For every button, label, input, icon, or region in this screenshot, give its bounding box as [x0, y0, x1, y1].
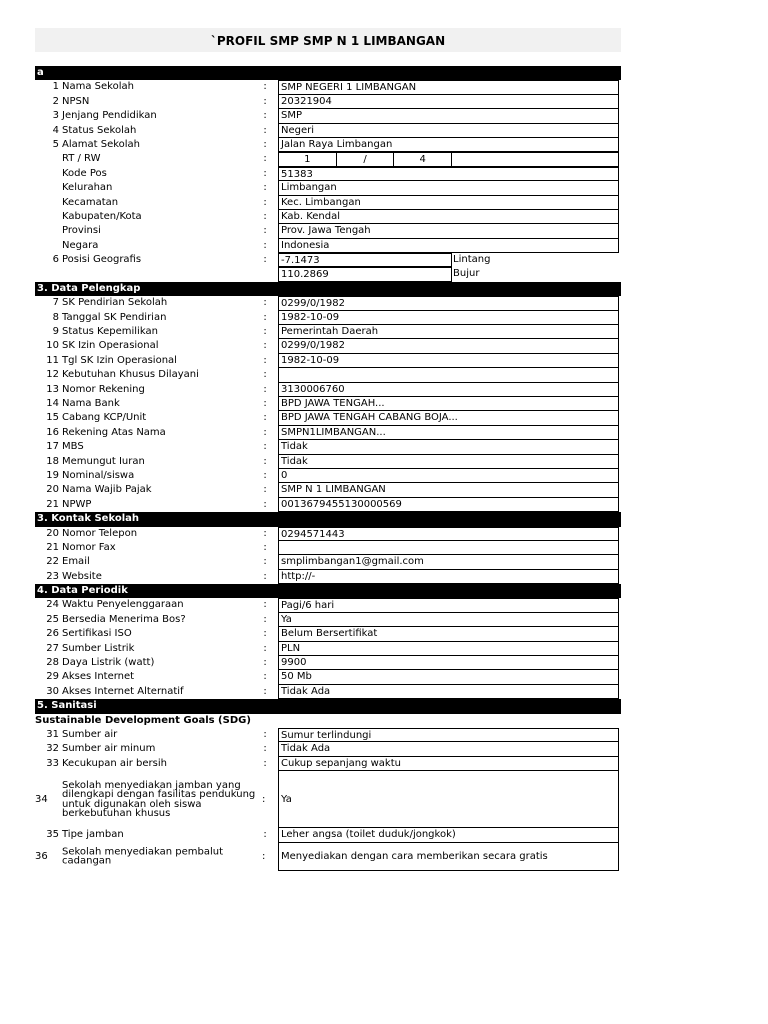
colon: :: [263, 167, 267, 179]
row-number: 8: [52, 311, 59, 323]
colon: :: [263, 570, 267, 582]
section-header-sanitasi: 5. Sanitasi: [35, 699, 621, 713]
field-row: [35, 181, 621, 195]
field-value: Ya: [278, 771, 619, 828]
field-row: [35, 757, 621, 771]
rtrw-row: [35, 152, 621, 166]
field-label: Sertifikasi ISO: [62, 628, 132, 640]
colon: :: [263, 599, 267, 611]
field-row: [35, 196, 621, 210]
field-row: [35, 670, 621, 684]
field-label: SK Izin Operasional: [62, 340, 159, 352]
field-row: [35, 843, 621, 871]
field-row: [35, 483, 621, 497]
colon: :: [263, 613, 267, 625]
row-number: 20: [46, 484, 59, 496]
field-value: Kec. Limbangan: [278, 196, 619, 210]
colon: :: [263, 441, 267, 453]
field-label: Rekening Atas Nama: [62, 426, 166, 438]
row-number: 30: [46, 685, 59, 697]
row-number: 15: [46, 412, 59, 424]
colon: :: [263, 153, 267, 165]
row-number: 29: [46, 671, 59, 683]
field-value: SMPN1LIMBANGAN...: [278, 426, 619, 440]
field-value: Tidak Ada: [278, 742, 619, 756]
field-value: 0013679455130000569: [278, 498, 619, 512]
colon: :: [263, 829, 267, 841]
field-row: [35, 109, 621, 123]
field-row: [35, 95, 621, 109]
row-number: 21: [46, 498, 59, 510]
field-row: [35, 80, 621, 94]
field-label: Daya Listrik (watt): [62, 657, 155, 669]
field-label: Alamat Sekolah: [62, 138, 141, 150]
field-label: Nama Wajib Pajak: [62, 484, 152, 496]
profile-sheet: [35, 28, 621, 871]
field-label: Sekolah menyediakan jamban yang dilengkapi dengan fasilitas pendukung untuk digunakan oleh siswa berkebutuhan khusus: [62, 779, 256, 820]
row-number: 27: [46, 642, 59, 654]
field-label: Tanggal SK Pendirian: [62, 311, 167, 323]
field-row: [35, 555, 621, 569]
colon: :: [262, 794, 266, 806]
geo-lon-row: [35, 267, 621, 281]
field-row: [35, 455, 621, 469]
section-header-periodik: 4. Data Periodik: [35, 584, 621, 598]
field-label: Cabang KCP/Unit: [62, 412, 147, 424]
field-value: Negeri: [278, 124, 619, 138]
field-label: Kecukupan air bersih: [62, 757, 167, 769]
field-label: Sumber Listrik: [62, 642, 135, 654]
colon: :: [263, 685, 267, 697]
colon: :: [263, 239, 267, 251]
row-number: 19: [46, 469, 59, 481]
field-value: Belum Bersertifikat: [278, 627, 619, 641]
section-header-pelengkap: 3. Data Pelengkap: [35, 282, 621, 296]
colon: :: [263, 657, 267, 669]
field-value: PLN: [278, 642, 619, 656]
field-row: [35, 440, 621, 454]
field-value: Cukup sepanjang waktu: [278, 757, 619, 771]
field-row: [35, 570, 621, 584]
field-value: BPD JAWA TENGAH...: [278, 397, 619, 411]
colon: :: [263, 311, 267, 323]
row-number: 12: [46, 369, 59, 381]
colon: :: [263, 728, 267, 740]
field-value: SMP NEGERI 1 LIMBANGAN: [278, 80, 619, 94]
field-row: [35, 397, 621, 411]
rtrw-cells: [278, 152, 452, 166]
field-label: Nomor Telepon: [62, 527, 138, 539]
field-value: Indonesia: [278, 239, 619, 253]
field-value: 0299/0/1982: [278, 296, 619, 310]
row-number: 2: [52, 95, 59, 107]
field-value: 0: [278, 469, 619, 483]
colon: :: [263, 326, 267, 338]
field-label: Sekolah menyediakan pembalut cadangan: [62, 846, 224, 867]
field-label: Status Sekolah: [62, 124, 137, 136]
row-number: 32: [46, 743, 59, 755]
field-row: [35, 167, 621, 181]
field-label: Akses Internet: [62, 671, 135, 683]
field-value: 9900: [278, 656, 619, 670]
row-number: 14: [46, 397, 59, 409]
row-number: 5: [52, 138, 59, 150]
field-value: 0294571443: [278, 527, 619, 541]
field-value: Tidak: [278, 455, 619, 469]
field-row: [35, 685, 621, 699]
colon: :: [263, 138, 267, 150]
row-number: 13: [46, 383, 59, 395]
rtrw-extra-cell: [452, 152, 619, 166]
section-header-a: a: [35, 66, 621, 80]
field-value: 1982-10-09: [278, 354, 619, 368]
field-label: NPSN: [62, 95, 90, 107]
colon: :: [263, 541, 267, 553]
field-row: [35, 498, 621, 512]
field-row: [35, 541, 621, 555]
colon: :: [263, 455, 267, 467]
row-number: 21: [46, 541, 59, 553]
colon: :: [263, 340, 267, 352]
field-value: 51383: [278, 167, 619, 181]
field-value: Menyediakan dengan cara memberikan secara gratis: [278, 843, 619, 871]
field-value: BPD JAWA TENGAH CABANG BOJA...: [278, 411, 619, 425]
field-row: [35, 339, 621, 353]
row-number: 1: [52, 81, 59, 93]
field-value: 20321904: [278, 95, 619, 109]
row-number: 35: [46, 829, 59, 841]
row-number: 6: [52, 254, 59, 266]
field-row: [35, 296, 621, 310]
row-number: 28: [46, 657, 59, 669]
colon: :: [263, 95, 267, 107]
field-label: Kecamatan: [62, 196, 119, 208]
longitude-value: 110.2869: [278, 267, 452, 281]
field-label: Tipe jamban: [62, 829, 124, 841]
field-value: Kab. Kendal: [278, 210, 619, 224]
field-row: [35, 469, 621, 483]
field-row: [35, 426, 621, 440]
field-row: [35, 771, 621, 828]
row-number: 23: [46, 570, 59, 582]
field-label: Nama Bank: [62, 397, 120, 409]
row-number: 25: [46, 613, 59, 625]
latitude-unit: Lintang: [453, 254, 491, 266]
row-number: 22: [46, 556, 59, 568]
field-label: Kelurahan: [62, 182, 113, 194]
row-number: 9: [52, 326, 59, 338]
field-row: [35, 239, 621, 253]
colon: :: [263, 397, 267, 409]
colon: :: [263, 642, 267, 654]
geo-lat-row: [35, 253, 621, 267]
colon: :: [263, 426, 267, 438]
colon: :: [263, 182, 267, 194]
field-value: [278, 541, 619, 555]
field-label: Sumber air: [62, 728, 118, 740]
field-label: Provinsi: [62, 225, 101, 237]
field-value: http://-: [278, 570, 619, 584]
row-number: 31: [46, 728, 59, 740]
field-label: Website: [62, 570, 102, 582]
field-label: Email: [62, 556, 90, 568]
field-value: SMP N 1 LIMBANGAN: [278, 483, 619, 497]
colon: :: [263, 297, 267, 309]
field-value: 50 Mb: [278, 670, 619, 684]
field-label: Waktu Penyelenggaraan: [62, 599, 184, 611]
field-row: [35, 354, 621, 368]
field-row: [35, 210, 621, 224]
longitude-unit: Bujur: [453, 268, 480, 280]
colon: :: [263, 124, 267, 136]
field-value: [278, 368, 619, 382]
colon: :: [263, 196, 267, 208]
colon: :: [263, 671, 267, 683]
rtrw-separator: /: [337, 152, 395, 166]
field-row: [35, 224, 621, 238]
field-label: Nomor Fax: [62, 541, 116, 553]
field-value: Tidak Ada: [278, 685, 619, 699]
field-label: Akses Internet Alternatif: [62, 685, 184, 697]
sdg-subheader: Sustainable Development Goals (SDG): [35, 714, 251, 726]
field-row: [35, 325, 621, 339]
row-number: 34: [35, 794, 48, 806]
field-label: Nama Sekolah: [62, 81, 134, 93]
field-label: Memungut Iuran: [62, 455, 145, 467]
colon: :: [263, 81, 267, 93]
field-value: Prov. Jawa Tengah: [278, 224, 619, 238]
field-value: Jalan Raya Limbangan: [278, 138, 619, 152]
row-number: 10: [46, 340, 59, 352]
colon: :: [263, 484, 267, 496]
field-value: Limbangan: [278, 181, 619, 195]
row-number: 4: [52, 124, 59, 136]
field-label: NPWP: [62, 498, 92, 510]
colon: :: [263, 254, 267, 266]
field-value: Pagi/6 hari: [278, 598, 619, 612]
row-number: 16: [46, 426, 59, 438]
field-row: [35, 627, 621, 641]
row-number: 17: [46, 441, 59, 453]
geo-label: Posisi Geografis: [62, 254, 142, 266]
field-row: [35, 527, 621, 541]
field-value: Leher angsa (toilet duduk/jongkok): [278, 828, 619, 842]
latitude-value: -7.1473: [278, 253, 452, 267]
section-header-kontak: 3. Kontak Sekolah: [35, 512, 621, 526]
field-row: [35, 642, 621, 656]
field-row: [35, 828, 621, 842]
field-value: smplimbangan1@gmail.com: [278, 555, 619, 569]
colon: :: [263, 210, 267, 222]
field-value: 3130006760: [278, 383, 619, 397]
field-row: [35, 383, 621, 397]
field-row: [35, 311, 621, 325]
colon: :: [263, 556, 267, 568]
field-label: Bersedia Menerima Bos?: [62, 613, 186, 625]
field-label: Nominal/siswa: [62, 469, 135, 481]
row-number: 36: [35, 851, 48, 863]
colon: :: [263, 369, 267, 381]
colon: :: [263, 527, 267, 539]
field-row: [35, 124, 621, 138]
colon: :: [263, 354, 267, 366]
row-number: 24: [46, 599, 59, 611]
field-label: Kabupaten/Kota: [62, 210, 142, 222]
field-row: [35, 411, 621, 425]
field-row: [35, 613, 621, 627]
field-value: 1982-10-09: [278, 311, 619, 325]
colon: :: [262, 851, 266, 863]
field-value: Tidak: [278, 440, 619, 454]
colon: :: [263, 743, 267, 755]
row-number: 7: [52, 297, 59, 309]
field-row: [35, 368, 621, 382]
field-row: [35, 728, 621, 742]
colon: :: [263, 383, 267, 395]
field-label: MBS: [62, 441, 84, 453]
field-value: Pemerintah Daerah: [278, 325, 619, 339]
field-value: SMP: [278, 109, 619, 123]
field-row: [35, 742, 621, 756]
row-number: 26: [46, 628, 59, 640]
colon: :: [263, 628, 267, 640]
row-number: 11: [46, 354, 59, 366]
field-value: Sumur terlindungi: [278, 728, 619, 742]
field-row: [35, 598, 621, 612]
page-title: `PROFIL SMP SMP N 1 LIMBANGAN: [35, 28, 621, 52]
row-number: 3: [52, 110, 59, 122]
field-label: Tgl SK Izin Operasional: [62, 354, 177, 366]
rt-value: 1: [278, 152, 337, 166]
rtrw-label: RT / RW: [62, 153, 101, 165]
field-value: 0299/0/1982: [278, 339, 619, 353]
colon: :: [263, 412, 267, 424]
field-row: [35, 656, 621, 670]
field-label: Negara: [62, 239, 99, 251]
field-label: Jenjang Pendidikan: [62, 110, 157, 122]
field-value: Ya: [278, 613, 619, 627]
row-number: 33: [46, 757, 59, 769]
colon: :: [263, 498, 267, 510]
field-label: Nomor Rekening: [62, 383, 145, 395]
field-label: Kode Pos: [62, 167, 107, 179]
field-label: SK Pendirian Sekolah: [62, 297, 168, 309]
row-number: 18: [46, 455, 59, 467]
field-label: Sumber air minum: [62, 743, 156, 755]
rw-value: 4: [394, 152, 452, 166]
colon: :: [263, 757, 267, 769]
row-number: 20: [46, 527, 59, 539]
field-row: [35, 138, 621, 152]
colon: :: [263, 225, 267, 237]
field-label: Kebutuhan Khusus Dilayani: [62, 369, 199, 381]
colon: :: [263, 110, 267, 122]
colon: :: [263, 469, 267, 481]
field-label: Status Kepemilikan: [62, 326, 158, 338]
